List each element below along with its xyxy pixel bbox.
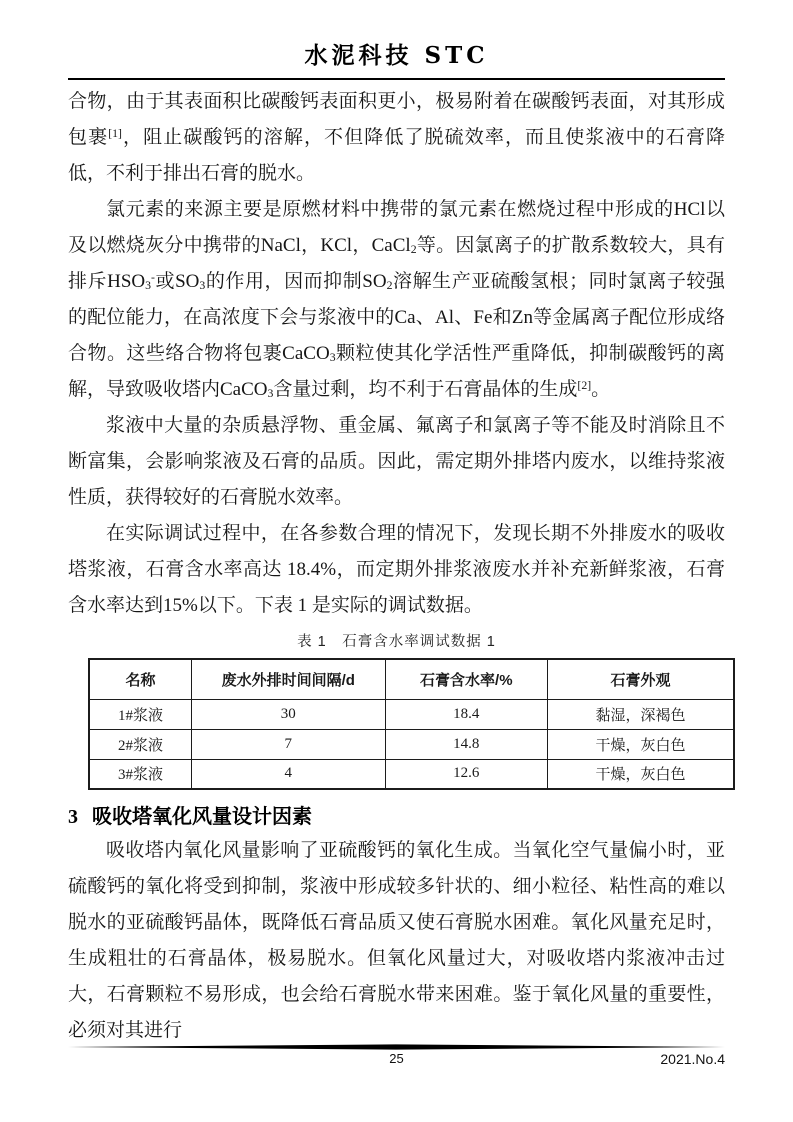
table-caption: 表 1 石膏含水率调试数据 1 xyxy=(297,634,496,650)
cell-slurry-name: 2#浆液 xyxy=(89,729,192,759)
cell-interval: 30 xyxy=(192,699,385,729)
cell-slurry-name: 3#浆液 xyxy=(89,759,192,789)
article-body xyxy=(68,84,725,624)
column-header-name: 名称 xyxy=(89,659,192,699)
table-row xyxy=(89,759,734,789)
page-number: 25 xyxy=(389,1051,404,1066)
column-header-appearance: 石膏外观 xyxy=(548,659,734,699)
section-body xyxy=(68,833,725,1049)
header-rule xyxy=(68,78,725,80)
paragraph-continuation: 合物，由于其表面积比碳酸钙表面积更小，极易附着在碳酸钙表面，对其形成包裹[1]，阻止碳酸钙的溶解，不但降低了脱硫效率，而且使浆液中的石膏降低，不利于排出石膏的脱水。 xyxy=(68,91,725,184)
moisture-data-table xyxy=(88,658,735,790)
paragraph-impurities: 浆液中大量的杂质悬浮物、重金属、氟离子和氯离子等不能及时消除且不断富集，会影响浆液及石膏的品质。因此，需定期外排塔内废水，以维持浆液性质，获得较好的石膏脱水效率。 xyxy=(68,415,725,508)
table-row xyxy=(89,729,734,759)
section-title: 吸收塔氧化风量设计因素 xyxy=(92,806,312,828)
paragraph-debug-process: 在实际调试过程中，在各参数合理的情况下，发现长期不外排废水的吸收塔浆液，石膏含水率高达 18.4%，而定期外排浆液废水并补充新鲜浆液，石膏含水率达到15%以下。下表 1 是实际的调试数据。 xyxy=(68,523,725,616)
paragraph-chlorine-source: 氯元素的来源主要是原燃材料中携带的氯元素在燃烧过程中形成的HCl以及以燃烧灰分中携带的NaCl，KCl，CaCl$_2$等。因氯离子的扩散系数较大，具有排斥$HSO_3^-$或$SO_3$的作用，因而抑制$SO_2$溶解生产亚硫酸氢根；同时氯离子较强的配位能力，在高浓度下会与浆液中的Ca、Al、Fe和Zn等金属离子配位形成络合物。这些络合物将包裹CaCO$_3$颗粒使其化学活性严重降低，抑制碳酸钙的离解，导致吸收塔内CaCO$_3$含量过剩，均不利于石膏晶体的生成[2]。 xyxy=(68,199,725,401)
cell-interval: 7 xyxy=(192,729,385,759)
cell-slurry-name: 1#浆液 xyxy=(89,699,192,729)
cell-moisture: 12.6 xyxy=(385,759,548,789)
page-footer xyxy=(68,1044,725,1070)
column-header-moisture: 石膏含水率/% xyxy=(385,659,548,699)
column-header-interval: 废水外排时间间隔/d xyxy=(192,659,385,699)
cell-appearance: 干燥，灰白色 xyxy=(548,729,734,759)
table-header-row xyxy=(89,659,734,699)
cell-interval: 4 xyxy=(192,759,385,789)
table-row xyxy=(89,699,734,729)
cell-moisture: 18.4 xyxy=(385,699,548,729)
cell-appearance: 干燥，灰白色 xyxy=(548,759,734,789)
paragraph-oxidation-air: 吸收塔内氧化风量影响了亚硫酸钙的氧化生成。当氧化空气量偏小时，亚硫酸钙的氧化将受到抑制，浆液中形成较多针状的、细小粒径、粘性高的难以脱水的亚硫酸钙晶体，既降低石膏品质又使石膏脱水困难。氧化风量充足时，生成粗壮的石膏晶体，极易脱水。但氧化风量过大，对吸收塔内浆液冲击过大，石膏颗粒不易形成，也会给石膏脱水带来困难。鉴于氧化风量的重要性，必须对其进行 xyxy=(68,840,725,1041)
issue-label: 2021.No.4 xyxy=(660,1051,725,1067)
section-heading xyxy=(68,800,725,829)
cell-appearance: 黏湿，深褐色 xyxy=(548,699,734,729)
journal-title: 水泥科技 STC xyxy=(304,42,489,69)
cell-moisture: 14.8 xyxy=(385,729,548,759)
section-number: 3 xyxy=(68,806,78,828)
